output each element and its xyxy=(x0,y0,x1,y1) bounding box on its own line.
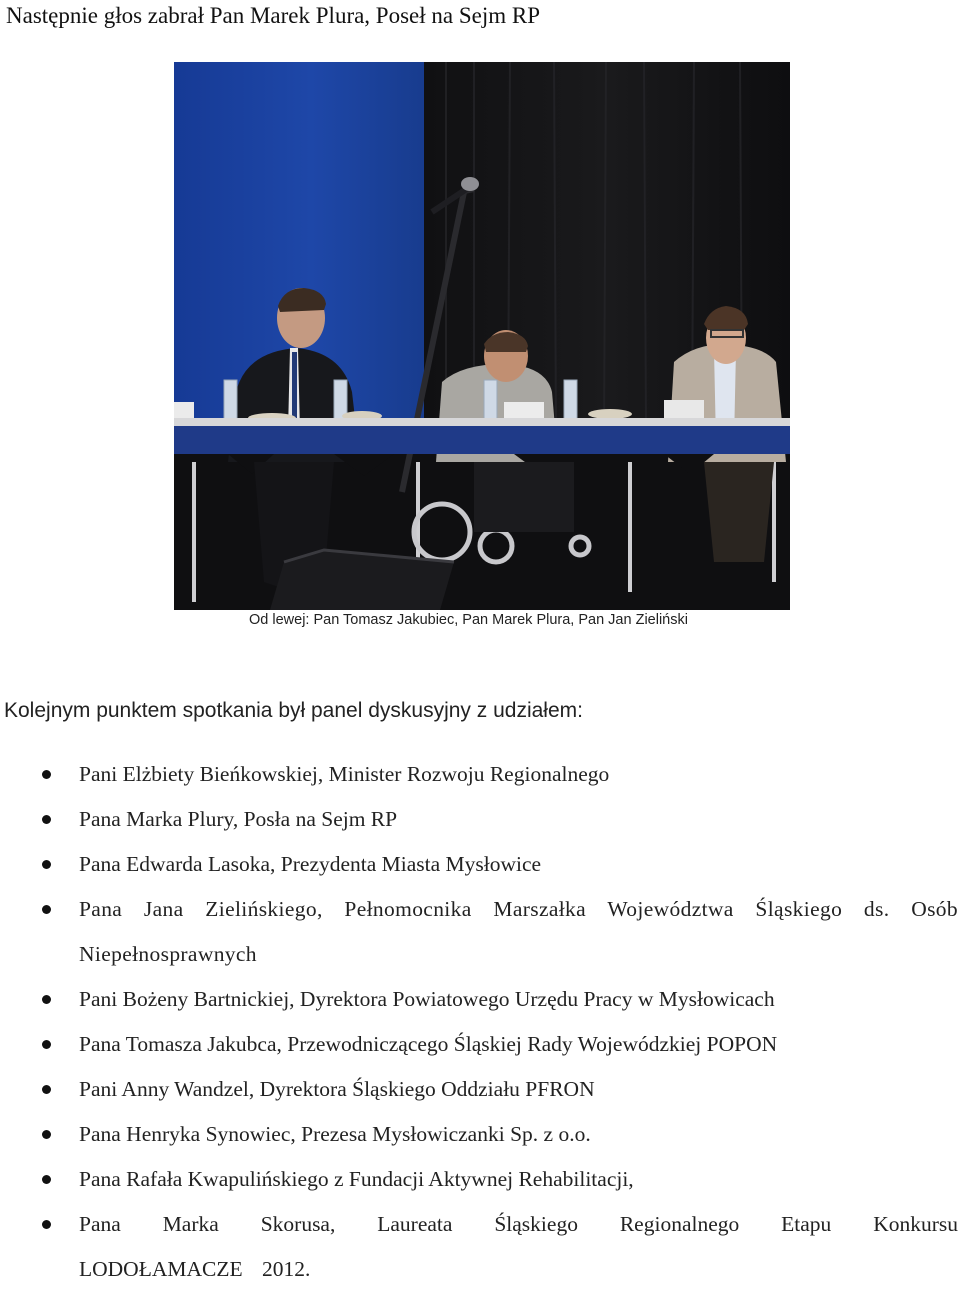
list-item-text: Pana Marka Plury, Posła na Sejm RP xyxy=(79,807,398,831)
list-item xyxy=(0,1157,960,1202)
bullet-icon xyxy=(42,1040,51,1049)
list-item-text: Pana Jana Zielińskiego, Pełnomocnika Marszałka Województwa Śląskiego ds. Osób Niepełnosprawnych xyxy=(79,897,958,966)
bullet-icon xyxy=(42,815,51,824)
list-item xyxy=(0,842,960,887)
list-item xyxy=(0,887,960,977)
intro-text: Następnie głos zabrał Pan Marek Plura, Poseł na Sejm RP xyxy=(6,3,541,28)
bullet-icon xyxy=(42,1220,51,1229)
photo-caption: Od lewej: Pan Tomasz Jakubiec, Pan Marek Plura, Pan Jan Zieliński xyxy=(249,612,688,628)
list-item-text: Pani Bożeny Bartnickiej, Dyrektora Powiatowego Urzędu Pracy w Mysłowicach xyxy=(79,987,775,1011)
list-item xyxy=(0,1112,960,1157)
list-item xyxy=(0,797,960,842)
list-item-text: Pana Edwarda Lasoka, Prezydenta Miasta Mysłowice xyxy=(79,852,542,876)
bullet-icon xyxy=(42,1175,51,1184)
conference-photo xyxy=(174,62,790,610)
list-item xyxy=(0,977,960,1022)
list-item xyxy=(0,1067,960,1112)
list-item-text: Pana Rafała Kwapulińskiego z Fundacji Aktywnej Rehabilitacji, xyxy=(79,1167,634,1191)
list-item xyxy=(0,752,960,797)
list-item-text: Pani Anny Wandzel, Dyrektora Śląskiego Oddziału PFRON xyxy=(79,1077,595,1101)
list-item-text: Pana Tomasza Jakubca, Przewodniczącego Śląskiej Rady Wojewódzkiej POPON xyxy=(79,1032,778,1056)
list-item-text: Pana Marka Skorusa, Laureata Śląskiego Regionalnego Etapu Konkursu LODOŁAMACZE 2012. xyxy=(79,1212,958,1281)
panel-heading: Kolejnym punktem spotkania był panel dyskusyjny z udziałem: xyxy=(4,699,583,722)
list-item xyxy=(0,1202,960,1292)
bullet-icon xyxy=(42,860,51,869)
bullet-icon xyxy=(42,905,51,914)
bullet-icon xyxy=(42,770,51,779)
list-item-text: Pana Henryka Synowiec, Prezesa Mysłowiczanki Sp. z o.o. xyxy=(79,1122,591,1146)
bullet-icon xyxy=(42,1085,51,1094)
panelist-list xyxy=(0,752,960,1292)
bullet-icon xyxy=(42,995,51,1004)
bullet-icon xyxy=(42,1130,51,1139)
list-item xyxy=(0,1022,960,1067)
list-item-text: Pani Elżbiety Bieńkowskiej, Minister Rozwoju Regionalnego xyxy=(79,762,610,786)
